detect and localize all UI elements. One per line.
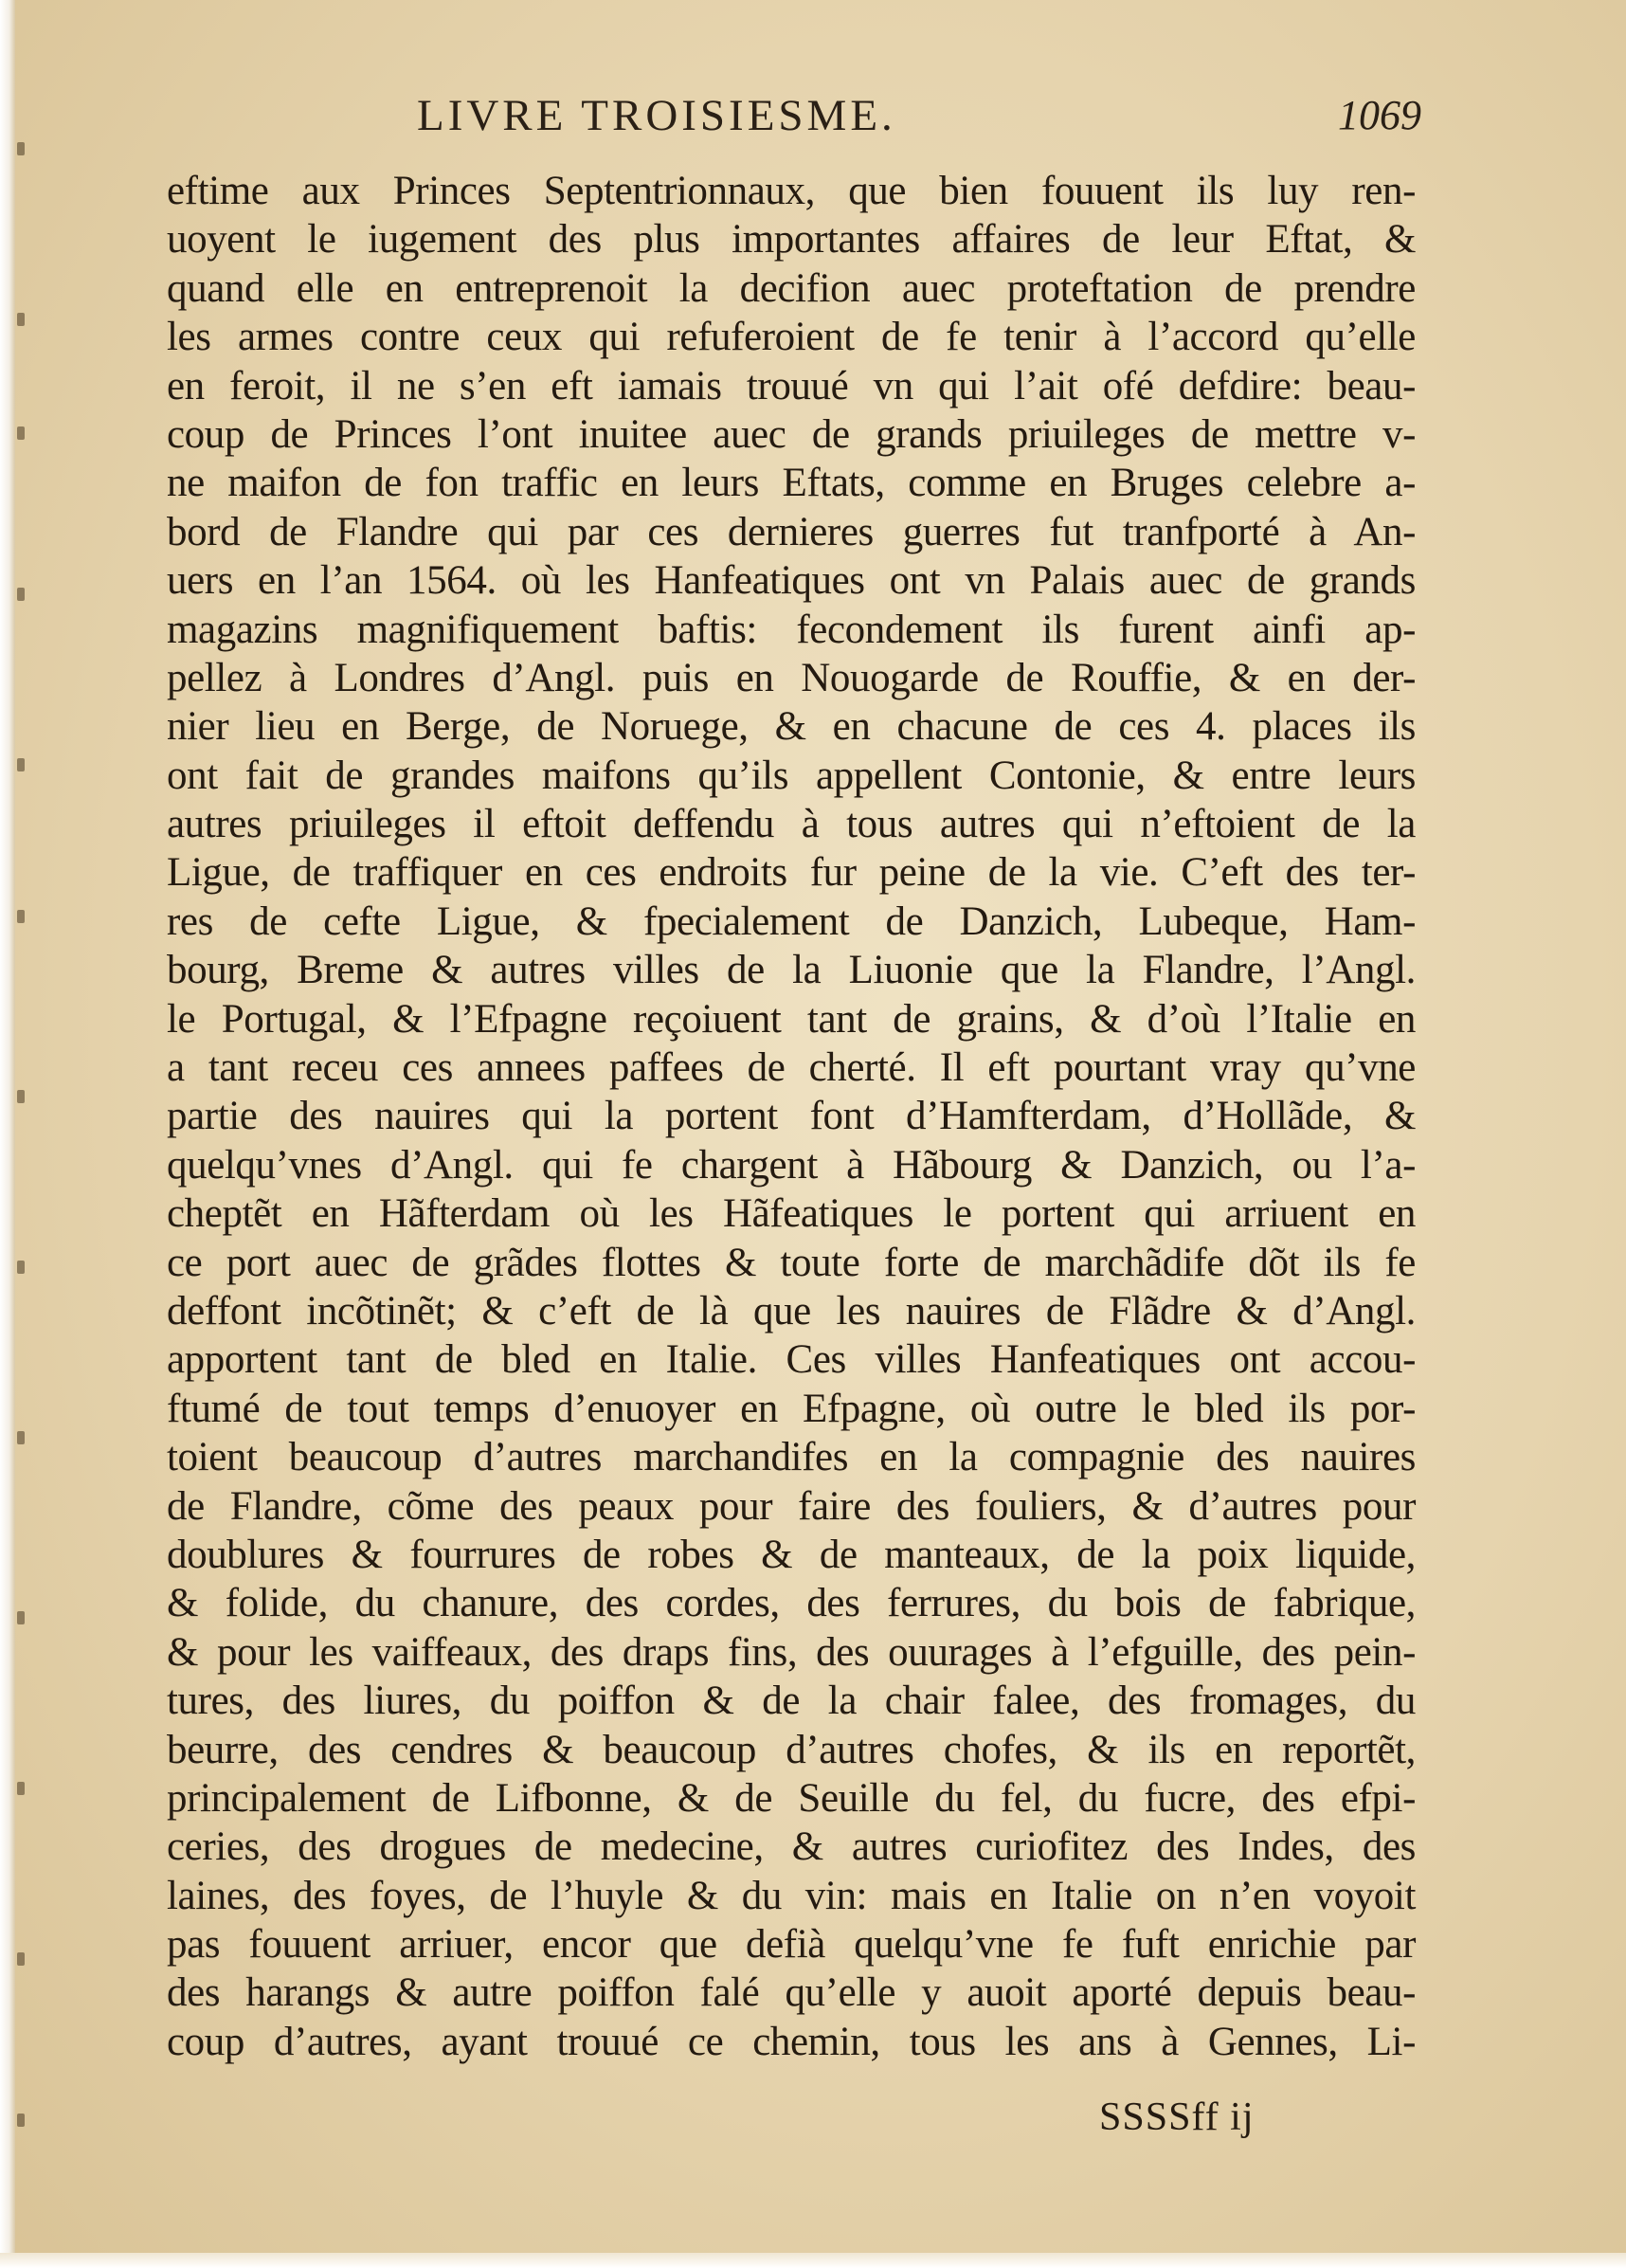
gutter-mark bbox=[17, 142, 25, 155]
text-line: de Flandre, cõme des peaux pour faire des fouliers, & d’autres pour bbox=[167, 1483, 1416, 1529]
text-line: deffont incõtinẽt; & c’eft de là que les nauires de Flãdre & d’Angl. bbox=[167, 1288, 1416, 1334]
text-line: apportent tant de bled en Italie. Ces villes Hanfeatiques ont accou- bbox=[167, 1337, 1416, 1383]
text-line: & pour les vaiffeaux, des draps fins, des ouurages à l’efguille, des pein- bbox=[167, 1629, 1416, 1675]
gutter-mark bbox=[17, 1261, 25, 1274]
text-line: pellez à Londres d’Angl. puis en Nouogarde de Rouffie, & en der- bbox=[167, 655, 1416, 700]
text-line: uers en l’an 1564. où les Hanfeatiques ont vn Palais auec de grands bbox=[167, 558, 1416, 604]
text-line: le Portugal, & l’Efpagne reçoiuent tant de grains, & d’où l’Italie en bbox=[167, 996, 1416, 1042]
text-line: & folide, du chanure, des cordes, des ferrures, du bois de fabrique, bbox=[167, 1581, 1416, 1626]
text-line: beurre, des cendres & beaucoup d’autres chofes, & ils en reportẽt, bbox=[167, 1727, 1416, 1772]
text-line: quand elle en entreprenoit la decifion auec proteftation de prendre bbox=[167, 265, 1416, 311]
gutter-mark bbox=[17, 1611, 25, 1624]
text-line: uoyent le iugement des plus importantes affaires de leur Eftat, & bbox=[167, 217, 1416, 263]
text-line: bord de Flandre qui par ces dernieres guerres fut tranfporté à An- bbox=[167, 509, 1416, 554]
page-header bbox=[417, 87, 1421, 144]
gutter-mark bbox=[17, 426, 25, 440]
gutter-mark bbox=[17, 2114, 25, 2127]
text-line: res de cefte Ligue, & fpecialement de Danzich, Lubeque, Ham- bbox=[167, 898, 1416, 944]
gutter-mark bbox=[17, 758, 25, 771]
text-line: ont fait de grandes maifons qu’ils appellent Contonie, & entre leurs bbox=[167, 753, 1416, 798]
gutter-mark bbox=[17, 1090, 25, 1103]
text-line: laines, des foyes, de l’huyle & du vin: mais en Italie on n’en voyoit bbox=[167, 1873, 1416, 1918]
text-line: ce port auec de grãdes flottes & toute forte de marchãdife dõt ils fe bbox=[167, 1240, 1416, 1285]
gutter-mark bbox=[17, 910, 25, 923]
text-line: cheptẽt en Hãfterdam où les Hãfeatiques le portent qui arriuent en bbox=[167, 1191, 1416, 1237]
text-line: eftime aux Princes Septentrionnaux, que bien fouuent ils luy ren- bbox=[167, 169, 1416, 213]
folio-number: 1069 bbox=[1338, 92, 1421, 138]
text-line: bourg, Breme & autres villes de la Liuonie que la Flandre, l’Angl. bbox=[167, 948, 1416, 993]
gutter-mark bbox=[17, 1782, 25, 1795]
text-line: ceries, des drogues de medecine, & autres curiofitez des Indes, des bbox=[167, 1824, 1416, 1870]
text-line: autres priuileges il eftoit deffendu à tous autres qui n’eftoient de la bbox=[167, 802, 1416, 847]
text-line: les armes contre ceux qui refuferoient de fe tenir à l’accord qu’elle bbox=[167, 315, 1416, 360]
text-line: a tant receu ces annees paffees de cherté. Il eft pourtant vray qu’vne bbox=[167, 1045, 1416, 1091]
body-text bbox=[167, 167, 1416, 2066]
text-line: des harangs & autre poiffon falé qu’elle y auoit aporté depuis beau- bbox=[167, 1970, 1416, 2016]
text-line: pas fouuent arriuer, encor que defià quelqu’vne fe fuft enrichie par bbox=[167, 1922, 1416, 1968]
text-line: nier lieu en Berge, de Noruege, & en chacune de ces 4. places ils bbox=[167, 704, 1416, 750]
gutter-mark bbox=[17, 588, 25, 601]
signature-mark: SSSSff ij bbox=[1099, 2096, 1255, 2139]
text-line: quelqu’vnes d’Angl. qui fe chargent à Hãbourg & Danzich, ou l’a- bbox=[167, 1142, 1416, 1188]
text-line: ne maifon de fon traffic en leurs Eftats, comme en Bruges celebre a- bbox=[167, 461, 1416, 506]
running-title: LIVRE TROISIESME. bbox=[417, 91, 896, 140]
text-line: coup de Princes l’ont inuitee auec de grands priuileges de mettre v- bbox=[167, 411, 1416, 457]
text-line: ftumé de tout temps d’enuoyer en Efpagne, où outre le bled ils por- bbox=[167, 1386, 1416, 1431]
gutter-mark bbox=[17, 313, 25, 326]
gutter-mark bbox=[17, 1431, 25, 1444]
page-left-edge bbox=[0, 0, 15, 2268]
text-line: coup d’autres, ayant trouué ce chemin, tous les ans à Gennes, Li- bbox=[167, 2019, 1416, 2064]
text-line: tures, des liures, du poiffon & de la chair falee, des fromages, du bbox=[167, 1678, 1416, 1724]
text-line: doublures & fourrures de robes & de manteaux, de la poix liquide, bbox=[167, 1532, 1416, 1577]
text-line: partie des nauires qui la portent font d’Hamfterdam, d’Hollãde, & bbox=[167, 1094, 1416, 1139]
text-line: Ligue, de traffiquer en ces endroits fur peine de la vie. C’eft des ter- bbox=[167, 850, 1416, 896]
text-line: principalement de Lifbonne, & de Seuille du fel, du fucre, des efpi- bbox=[167, 1775, 1416, 1821]
text-line: toient beaucoup d’autres marchandifes en la compagnie des nauires bbox=[167, 1435, 1416, 1480]
text-line: en feroit, il ne s’en eft iamais trouué vn qui l’ait ofé defdire: beau- bbox=[167, 363, 1416, 408]
page-bottom-edge bbox=[0, 2253, 1626, 2268]
gutter-mark bbox=[17, 1952, 25, 1966]
text-line: magazins magnifiquement baftis: fecondement ils furent ainfi ap- bbox=[167, 607, 1416, 652]
